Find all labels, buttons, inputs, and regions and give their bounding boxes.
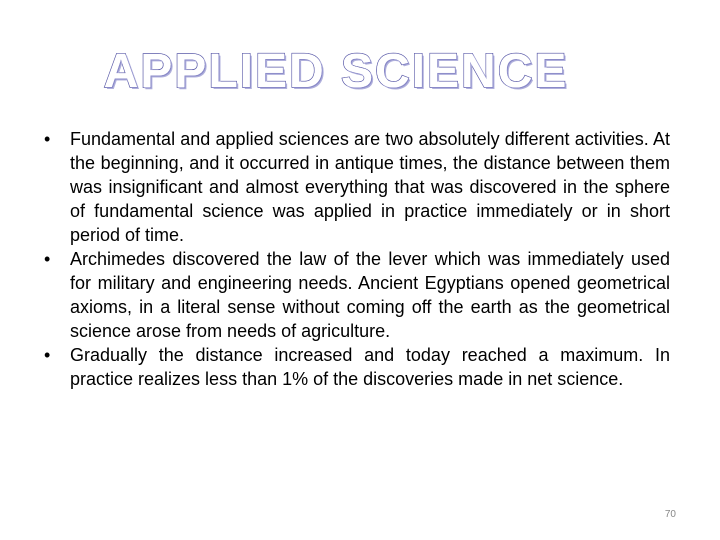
bullet-icon: • — [44, 345, 51, 365]
page-number: 70 — [664, 509, 676, 520]
bullet-text: Archimedes discovered the law of the lever which was immediately used for military and engineering needs. Ancient Egyptians opened geometrical axioms, in a literal sense without coming off the earth as the geometrical science arose from needs of agriculture. — [70, 249, 670, 341]
slide-title: APPLIED SCIENCE — [103, 45, 569, 98]
bullet-text: Gradually the distance increased and today reached a maximum. In practice realizes less than 1% of the discoveries made in net science. — [70, 345, 670, 389]
bullet-item — [44, 343, 670, 391]
bullet-text: Fundamental and applied sciences are two absolutely different activities. At the beginning, and it occurred in antique times, the distance between them was insignificant and almost everything that was discovered in the sphere of fundamental science was applied in practice immediately or in short period of time. — [70, 129, 670, 245]
bullet-icon: • — [44, 129, 51, 149]
bullet-list — [44, 127, 670, 391]
bullet-icon: • — [44, 249, 51, 269]
bullet-item — [44, 247, 670, 343]
bullet-item — [44, 127, 670, 247]
